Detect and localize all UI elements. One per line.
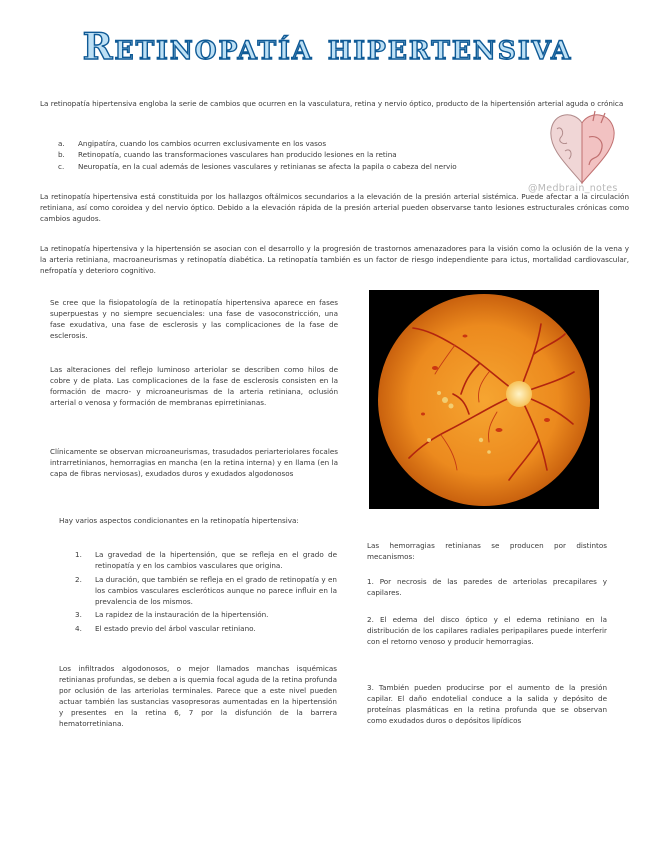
- sclerosis-paragraph: Las alteraciones del reflejo luminoso arteriolar se describen como hilos de cobre y de plata. Las complicaciones de la fase de esclerosis consisten en la formación de macro- y microaneurismas de la arteria retiniana, oclusión arterial o venosa y formación de membranas epirretinianas.: [50, 365, 338, 407]
- list-marker: 2.: [75, 574, 82, 584]
- list-item-text: La duración, que también se refleja en el grado de retinopatía y en los cambios vasculares escleróticos aunque no parece influir en la prevalencia de los mismos.: [95, 574, 337, 606]
- list-item: [58, 138, 558, 149]
- list-item-text: El estado previo del árbol vascular retiniano.: [95, 623, 256, 633]
- cotton-wool-paragraph: Los infiltrados algodonosos, o mejor llamados manchas isquémicas retinianas profundas, se deben a is quemia focal aguda de la retina profunda por oclusión de las arteriolas terminales. Parece que a este nivel pueden actuar también las sustancias vasopresoras aumentadas en la hipertensión y presentes en la retina 6, 7 por la disfunción de la barrera hematorretiniana.: [59, 664, 337, 728]
- list-marker: 1.: [75, 550, 82, 559]
- pathophysiology-paragraph: Se cree que la fisiopatología de la retinopatía hipertensiva aparece en fases superpuestas y no siempre secuenciales: una fase de vasoconstricción, una fase exudativa, una fase de esclerosis y las complicaciones de la fase de esclerosis.: [50, 298, 338, 340]
- list-marker: a.: [58, 139, 65, 148]
- watermark: @Medbrain_notes: [528, 183, 618, 194]
- list-item: [75, 623, 337, 634]
- list-item-text: Retinopatía, cuando las transformaciones vasculares han producido lesiones en la retina: [78, 150, 397, 160]
- fundus-photo: [369, 290, 599, 509]
- factors-intro: Hay varios aspectos condicionantes en la retinopatía hipertensiva:: [59, 516, 299, 525]
- page-title: Retinopatía hipertensiva: [82, 26, 573, 68]
- list-item: [75, 549, 337, 571]
- mechanism-2: 2. El edema del disco óptico y el edema retiniano en la distribución de los capilares radiales peripapilares puede interferir con el retorno venoso y producir hemorragias.: [367, 615, 607, 646]
- heart-brain-illustration: [545, 107, 620, 187]
- clinical-paragraph: Clínicamente se observan microaneurismas, trasudados periarteriolares focales intrarretinianos, hemorragias en mancha (en la retina interna) y en llama (en la capa de fibras nerviosas), exudados duros y exudados algodonosos: [50, 447, 338, 478]
- list-item-text: La rapidez de la instauración de la hipertensión.: [95, 610, 269, 619]
- factors-list: [75, 549, 337, 636]
- list-item: [58, 161, 558, 172]
- list-marker: c.: [58, 161, 65, 171]
- list-item: [58, 149, 558, 160]
- list-item-text: Neuropatía, en la cual además de lesiones vasculares y retinianas se afecta la papila o cabeza del nervio: [78, 161, 457, 171]
- hemorrhage-intro: Las hemorragias retinianas se producen por distintos mecanismos:: [367, 541, 607, 561]
- list-item: [75, 574, 337, 607]
- list-marker: b.: [58, 150, 65, 160]
- findings-paragraph: La retinopatía hipertensiva está constituida por los hallazgos oftálmicos secundarios a la elevación de la presión arterial sistémica. Puede afectar a la circulación retiniana, así como coroidea y del nervio óptico. Debido a la elevación rápida de la presión arterial pueden observarse tanto lesiones estructurales crónicas como cambios agudos.: [40, 192, 629, 223]
- mechanism-3: 3. También pueden producirse por el aumento de la presión capilar. El daño endotelial conduce a la salida y depósito de proteínas plasmáticas en la retina profunda que se observan como exudados duros o depósitos lipídicos: [367, 683, 607, 725]
- list-marker: 4.: [75, 623, 82, 633]
- list-item-text: Angipatíra, cuando los cambios ocurren exclusivamente en los vasos: [78, 139, 327, 148]
- list-marker: 3.: [75, 610, 82, 619]
- mechanism-1: 1. Por necrosis de las paredes de arteriolas precapilares y capilares.: [367, 577, 607, 597]
- intro-paragraph: La retinopatía hipertensiva engloba la serie de cambios que ocurren en la vasculatura, retina y nervio óptico, producto de la hipertensión arterial aguda o crónica: [40, 99, 624, 108]
- classification-list: [58, 138, 558, 172]
- associations-paragraph: La retinopatía hipertensiva y la hipertensión se asocian con el desarrollo y la progresión de trastornos amenazadores para la visión como la oclusión de la vena y la arteria retiniana, macroaneurismas y retinopatía diabética. La retinopatía también es un factor de riesgo independiente para ictus, mortalidad cardiovascular, nefropatía y deterioro cognitivo.: [40, 244, 629, 275]
- list-item-text: La gravedad de la hipertensión, que se refleja en el grado de retinopatía y en los cambios vasculares que origina.: [95, 550, 337, 570]
- list-item: [75, 609, 337, 620]
